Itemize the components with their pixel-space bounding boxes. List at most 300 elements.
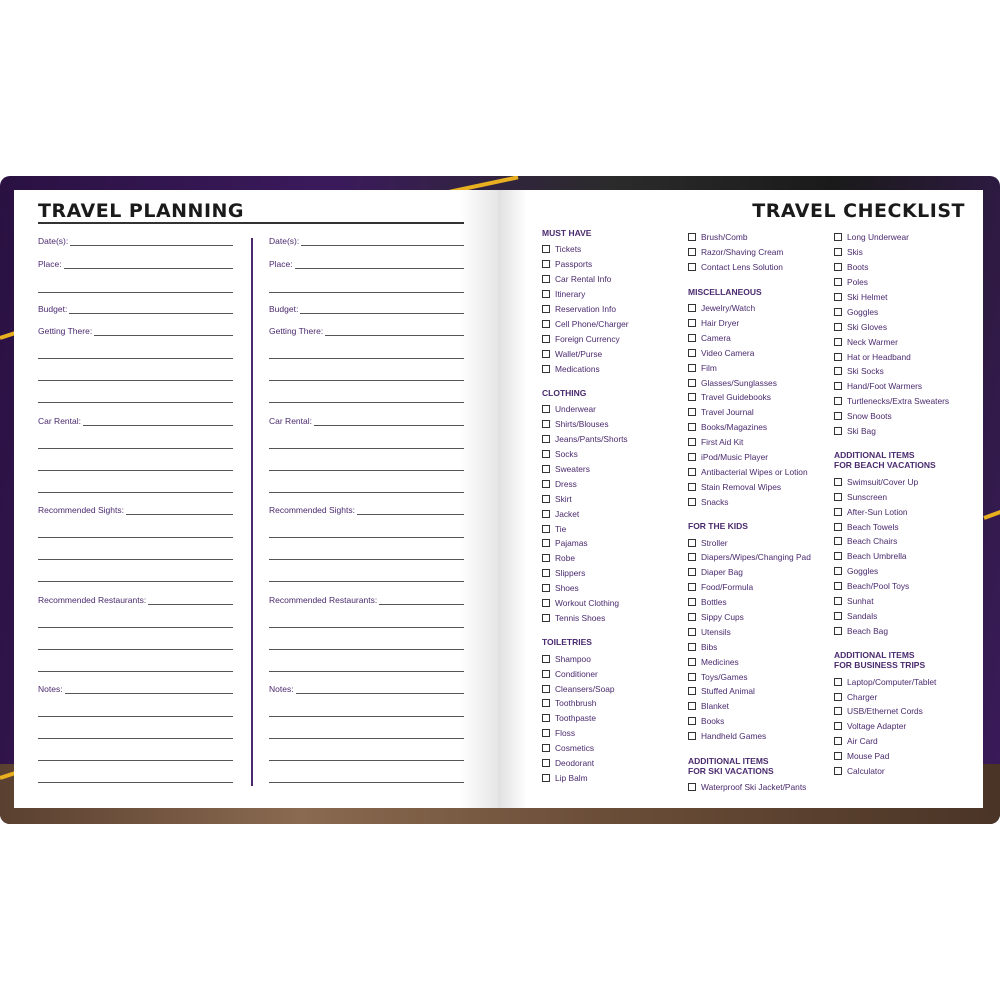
checkbox[interactable] — [542, 525, 550, 533]
checklist-item[interactable] — [542, 402, 629, 417]
planning-field-restaurants[interactable] — [38, 593, 233, 607]
checklist-item[interactable] — [834, 474, 949, 489]
checkbox[interactable] — [688, 248, 696, 256]
checklist-item[interactable] — [688, 580, 811, 595]
checklist-item[interactable] — [834, 689, 949, 704]
checkbox[interactable] — [542, 584, 550, 592]
checkbox[interactable] — [542, 245, 550, 253]
checkbox[interactable] — [834, 767, 842, 775]
write-in-line[interactable] — [38, 380, 233, 381]
checklist-item-label: Beach/Pool Toys — [847, 581, 910, 592]
section-heading: FOR BUSINESS TRIPS — [834, 660, 926, 671]
field-label: Recommended Sights: — [269, 505, 355, 515]
checklist-item[interactable] — [542, 581, 629, 596]
section-heading: MISCELLANEOUS — [688, 286, 762, 297]
write-in-line[interactable] — [38, 627, 233, 628]
checklist-item[interactable] — [542, 756, 629, 771]
checklist-item-label: Jeans/Pants/Shorts — [555, 434, 628, 445]
write-in-line[interactable] — [38, 492, 233, 493]
checklist-item[interactable] — [834, 230, 949, 245]
checkbox[interactable] — [688, 483, 696, 491]
checklist-item-label: Waterproof Ski Jacket/Pants — [701, 782, 807, 793]
write-in-line[interactable] — [38, 671, 233, 672]
planning-field-car-rental[interactable] — [38, 414, 233, 428]
checkbox[interactable] — [688, 539, 696, 547]
checklist-item[interactable] — [688, 714, 811, 729]
checkbox[interactable] — [834, 693, 842, 701]
checklist-item[interactable] — [834, 764, 949, 779]
checkbox[interactable] — [542, 435, 550, 443]
checklist-item-label: Blanket — [701, 701, 729, 712]
checklist-item[interactable] — [834, 564, 949, 579]
checklist-item-label: Tie — [555, 523, 567, 534]
checkbox[interactable] — [542, 420, 550, 428]
checklist-item[interactable] — [542, 506, 629, 521]
planning-field-sights[interactable] — [269, 503, 464, 517]
checklist-item[interactable] — [688, 535, 811, 550]
checkbox[interactable] — [834, 308, 842, 316]
checkbox[interactable] — [688, 568, 696, 576]
checklist-item[interactable] — [542, 417, 629, 432]
checkbox[interactable] — [542, 744, 550, 752]
checkbox[interactable] — [688, 783, 696, 791]
checklist-item[interactable] — [542, 610, 629, 625]
checklist-item-label: Boots — [847, 262, 869, 273]
checklist-item[interactable] — [542, 447, 629, 462]
write-in-line[interactable] — [269, 358, 464, 359]
checkbox[interactable] — [834, 737, 842, 745]
checkbox[interactable] — [834, 678, 842, 686]
checklist-item-label: First Aid Kit — [701, 437, 744, 448]
checkbox[interactable] — [834, 478, 842, 486]
planning-field-budget[interactable] — [38, 302, 233, 316]
checkbox[interactable] — [834, 523, 842, 531]
checkbox[interactable] — [834, 263, 842, 271]
checkbox[interactable] — [834, 367, 842, 375]
checkbox[interactable] — [834, 382, 842, 390]
checkbox[interactable] — [542, 599, 550, 607]
checklist-item-label: Beach Towels — [847, 521, 899, 532]
checklist-item[interactable] — [688, 450, 811, 465]
write-in-line[interactable] — [269, 627, 464, 628]
checklist-item[interactable] — [688, 405, 811, 420]
write-in-line[interactable] — [269, 380, 464, 381]
checklist-item[interactable] — [688, 684, 811, 699]
write-in-line[interactable] — [38, 782, 233, 783]
checklist-item-label: Workout Clothing — [555, 598, 620, 609]
checkbox[interactable] — [688, 702, 696, 710]
checkbox[interactable] — [834, 397, 842, 405]
checklist-item[interactable] — [688, 639, 811, 654]
checklist-item[interactable] — [542, 566, 629, 581]
checklist-item[interactable] — [834, 275, 949, 290]
checklist-item[interactable] — [688, 479, 811, 494]
checkbox[interactable] — [542, 275, 550, 283]
checklist-item[interactable] — [688, 494, 811, 509]
checklist-item-label: Mouse Pad — [847, 751, 890, 762]
checklist-item-label: Beach Chairs — [847, 536, 898, 547]
write-in-line[interactable] — [269, 402, 464, 403]
checkbox[interactable] — [688, 643, 696, 651]
write-in-line[interactable] — [38, 559, 233, 560]
checkbox[interactable] — [834, 612, 842, 620]
checklist-item[interactable] — [688, 345, 811, 360]
checklist-item[interactable] — [542, 741, 629, 756]
write-in-line[interactable] — [269, 470, 464, 471]
section-heading: ADDITIONAL ITEMS — [834, 650, 915, 661]
checklist-item[interactable] — [542, 536, 629, 551]
write-in-line[interactable] — [38, 738, 233, 739]
checkbox[interactable] — [542, 614, 550, 622]
checkbox[interactable] — [542, 290, 550, 298]
checklist-item[interactable] — [834, 349, 949, 364]
checklist-item[interactable] — [688, 420, 811, 435]
checkbox[interactable] — [542, 365, 550, 373]
checklist-item-label: Conditioner — [555, 668, 598, 679]
section-heading: TOILETRIES — [542, 637, 592, 648]
checklist-item-label: Cosmetics — [555, 743, 595, 754]
checkbox[interactable] — [834, 427, 842, 435]
checklist-column-2 — [688, 230, 811, 795]
checklist-item-label: Antibacterial Wipes or Lotion — [701, 466, 808, 477]
checklist-item-label: Hand/Foot Warmers — [847, 381, 923, 392]
checkbox[interactable] — [688, 598, 696, 606]
checklist-item[interactable] — [834, 608, 949, 623]
checklist-item-label: Shampoo — [555, 653, 591, 664]
checklist-item-label: Swimsuit/Cover Up — [847, 476, 919, 487]
write-in-line[interactable] — [269, 760, 464, 761]
checklist-item[interactable] — [688, 624, 811, 639]
checkbox[interactable] — [688, 423, 696, 431]
write-in-line — [38, 268, 233, 269]
checklist-item-label: Neck Warmer — [847, 336, 898, 347]
checkbox[interactable] — [688, 498, 696, 506]
checklist-item[interactable] — [542, 666, 629, 681]
checklist-item[interactable] — [688, 316, 811, 331]
checklist-item[interactable] — [834, 245, 949, 260]
checklist-item-label: Sunhat — [847, 596, 874, 607]
checklist-item[interactable] — [834, 734, 949, 749]
checklist-item[interactable] — [688, 245, 811, 260]
checklist-item-label: Diapers/Wipes/Changing Pad — [701, 552, 811, 563]
checkbox[interactable] — [834, 722, 842, 730]
checkbox[interactable] — [688, 732, 696, 740]
checklist-item[interactable] — [688, 669, 811, 684]
checklist-item[interactable] — [834, 749, 949, 764]
checkbox[interactable] — [688, 673, 696, 681]
checklist-item[interactable] — [688, 301, 811, 316]
checkbox[interactable] — [688, 319, 696, 327]
page-title: TRAVEL CHECKLIST — [752, 200, 965, 222]
checkbox[interactable] — [688, 583, 696, 591]
checklist-item-label: Calculator — [847, 766, 885, 777]
checklist-item[interactable] — [688, 780, 811, 795]
checklist-item[interactable] — [688, 699, 811, 714]
planning-field-dates[interactable] — [38, 234, 233, 248]
checkbox[interactable] — [834, 597, 842, 605]
planning-field-getting-there[interactable] — [269, 324, 464, 338]
checklist-item[interactable] — [542, 521, 629, 536]
checkbox[interactable] — [542, 510, 550, 518]
checklist-item-label: Sunscreen — [847, 491, 888, 502]
checklist-item-label: USB/Ethernet Cords — [847, 706, 923, 717]
checkbox[interactable] — [834, 493, 842, 501]
field-label: Budget: — [269, 304, 299, 314]
write-in-line[interactable] — [269, 782, 464, 783]
checklist-item[interactable] — [688, 360, 811, 375]
checklist-item[interactable] — [542, 331, 629, 346]
checkbox[interactable] — [834, 323, 842, 331]
checkbox[interactable] — [542, 714, 550, 722]
checklist-item[interactable] — [834, 409, 949, 424]
checkbox[interactable] — [834, 293, 842, 301]
checklist-item[interactable] — [542, 476, 629, 491]
write-in-line[interactable] — [269, 581, 464, 582]
checklist-item[interactable] — [542, 651, 629, 666]
checklist-item[interactable] — [688, 435, 811, 450]
checklist-item[interactable] — [542, 432, 629, 447]
write-in-line[interactable] — [38, 402, 233, 403]
checklist-item[interactable] — [688, 230, 811, 245]
planning-field-restaurants[interactable] — [269, 593, 464, 607]
checklist-item-label: Travel Guidebooks — [701, 392, 771, 403]
checkbox[interactable] — [542, 655, 550, 663]
checkbox[interactable] — [542, 699, 550, 707]
checklist-item[interactable] — [542, 462, 629, 477]
checkbox[interactable] — [542, 305, 550, 313]
planning-field-notes[interactable] — [38, 682, 233, 696]
write-in-line[interactable] — [38, 537, 233, 538]
checkbox[interactable] — [542, 759, 550, 767]
checklist-item[interactable] — [688, 654, 811, 669]
checklist-item-label: Sandals — [847, 610, 878, 621]
checkbox[interactable] — [542, 539, 550, 547]
checkbox[interactable] — [834, 582, 842, 590]
checklist-item[interactable] — [688, 330, 811, 345]
checklist-item[interactable] — [834, 579, 949, 594]
field-label: Getting There: — [269, 326, 324, 336]
write-in-line[interactable] — [269, 738, 464, 739]
checklist-item[interactable] — [834, 704, 949, 719]
checkbox[interactable] — [834, 508, 842, 516]
checkbox[interactable] — [834, 567, 842, 575]
write-in-line[interactable] — [269, 716, 464, 717]
checklist-item-label: Itinerary — [555, 289, 586, 300]
checklist-item[interactable] — [542, 711, 629, 726]
checklist-item[interactable] — [542, 726, 629, 741]
checkbox[interactable] — [688, 453, 696, 461]
checkbox[interactable] — [688, 628, 696, 636]
write-in-line[interactable] — [38, 581, 233, 582]
checklist-item[interactable] — [834, 549, 949, 564]
checklist-item-label: Travel Journal — [701, 407, 754, 418]
checklist-item[interactable] — [834, 594, 949, 609]
checklist-item[interactable] — [542, 361, 629, 376]
checklist-item[interactable] — [688, 550, 811, 565]
checkbox[interactable] — [542, 729, 550, 737]
write-in-line[interactable] — [269, 448, 464, 449]
checklist-item[interactable] — [834, 260, 949, 275]
section-gap — [688, 509, 811, 521]
checklist-item[interactable] — [834, 290, 949, 305]
checklist-item[interactable] — [542, 681, 629, 696]
checklist-item[interactable] — [688, 260, 811, 275]
checkbox[interactable] — [542, 554, 550, 562]
section-gap — [688, 744, 811, 756]
checkbox[interactable] — [542, 335, 550, 343]
travel-checklist-page — [498, 190, 983, 808]
checkbox[interactable] — [542, 495, 550, 503]
checklist-item-label: Underwear — [555, 404, 596, 415]
checklist-item[interactable] — [542, 287, 629, 302]
section-gap — [542, 376, 629, 388]
checkbox[interactable] — [834, 233, 842, 241]
checklist-item-label: Contact Lens Solution — [701, 262, 783, 273]
planning-field-budget[interactable] — [269, 302, 464, 316]
checklist-item[interactable] — [834, 489, 949, 504]
checklist-item[interactable] — [542, 551, 629, 566]
planning-field-getting-there[interactable] — [38, 324, 233, 338]
checklist-item[interactable] — [688, 729, 811, 744]
checkbox[interactable] — [542, 480, 550, 488]
checklist-item[interactable] — [542, 302, 629, 317]
checklist-item[interactable] — [688, 375, 811, 390]
checkbox[interactable] — [542, 260, 550, 268]
checklist-item[interactable] — [542, 771, 629, 786]
write-in-line[interactable] — [269, 649, 464, 650]
write-in-line[interactable] — [269, 671, 464, 672]
checklist-item-label: Reservation Info — [555, 304, 616, 314]
section-gap — [834, 438, 949, 450]
checkbox[interactable] — [542, 774, 550, 782]
checklist-item[interactable] — [834, 364, 949, 379]
checkbox[interactable] — [688, 658, 696, 666]
checkbox[interactable] — [688, 379, 696, 387]
planning-field-dates[interactable] — [269, 234, 464, 248]
field-label: Recommended Restaurants: — [38, 595, 147, 605]
checkbox[interactable] — [834, 552, 842, 560]
write-in-line[interactable] — [38, 358, 233, 359]
checklist-item[interactable] — [542, 272, 629, 287]
checkbox[interactable] — [688, 349, 696, 357]
checklist-item[interactable] — [834, 623, 949, 638]
checklist-item[interactable] — [688, 565, 811, 580]
checklist-item[interactable] — [542, 491, 629, 506]
checkbox[interactable] — [688, 687, 696, 695]
section-heading: FOR THE KIDS — [688, 521, 748, 532]
checkbox[interactable] — [834, 353, 842, 361]
checkbox[interactable] — [688, 233, 696, 241]
checkbox[interactable] — [834, 537, 842, 545]
checklist-item[interactable] — [834, 504, 949, 519]
checklist-item[interactable] — [834, 394, 949, 409]
write-in-line[interactable] — [38, 760, 233, 761]
checkbox[interactable] — [542, 569, 550, 577]
checklist-item[interactable] — [542, 346, 629, 361]
checkbox[interactable] — [834, 707, 842, 715]
checklist-item[interactable] — [542, 596, 629, 611]
checkbox[interactable] — [542, 670, 550, 678]
write-in-line[interactable] — [269, 492, 464, 493]
checkbox[interactable] — [834, 248, 842, 256]
checkbox[interactable] — [688, 393, 696, 401]
checkbox[interactable] — [834, 752, 842, 760]
checklist-item[interactable] — [688, 390, 811, 405]
checkbox[interactable] — [542, 405, 550, 413]
checklist-column-1 — [542, 228, 629, 785]
checklist-item[interactable] — [834, 319, 949, 334]
checklist-item[interactable] — [834, 334, 949, 349]
checklist-item[interactable] — [542, 242, 629, 257]
checkbox[interactable] — [688, 408, 696, 416]
checklist-item-label: Wallet/Purse — [555, 348, 603, 359]
planning-field-place[interactable] — [38, 257, 233, 271]
write-in-line[interactable] — [38, 649, 233, 650]
checklist-item[interactable] — [542, 696, 629, 711]
planning-field-notes[interactable] — [269, 682, 464, 696]
write-in-line[interactable] — [38, 470, 233, 471]
checklist-item[interactable] — [834, 424, 949, 439]
checklist-item-label: Long Underwear — [847, 232, 909, 243]
checkbox[interactable] — [542, 350, 550, 358]
checkbox[interactable] — [688, 334, 696, 342]
checkbox[interactable] — [688, 613, 696, 621]
checklist-item[interactable] — [834, 519, 949, 534]
checkbox[interactable] — [688, 717, 696, 725]
checkbox[interactable] — [542, 320, 550, 328]
checkbox[interactable] — [542, 685, 550, 693]
checkbox[interactable] — [834, 627, 842, 635]
planning-field-car-rental[interactable] — [269, 414, 464, 428]
write-in-line[interactable] — [38, 292, 233, 293]
checklist-item[interactable] — [542, 257, 629, 272]
cover-stripe — [983, 509, 1000, 520]
checkbox[interactable] — [688, 553, 696, 561]
checklist-item[interactable] — [834, 379, 949, 394]
checklist-item-label: Snacks — [701, 496, 729, 507]
checklist-item-label: Passports — [555, 259, 593, 270]
checklist-item[interactable] — [834, 674, 949, 689]
checkbox[interactable] — [688, 364, 696, 372]
write-in-line[interactable] — [38, 716, 233, 717]
checklist-item-label: Sippy Cups — [701, 612, 744, 623]
checkbox[interactable] — [542, 450, 550, 458]
checkbox[interactable] — [834, 278, 842, 286]
planning-field-sights[interactable] — [38, 503, 233, 517]
write-in-line[interactable] — [269, 537, 464, 538]
checkbox[interactable] — [688, 304, 696, 312]
checkbox[interactable] — [688, 468, 696, 476]
checkbox[interactable] — [834, 338, 842, 346]
write-in-line[interactable] — [269, 292, 464, 293]
checklist-item[interactable] — [834, 534, 949, 549]
write-in-line[interactable] — [269, 559, 464, 560]
checklist-item[interactable] — [834, 719, 949, 734]
checklist-item[interactable] — [834, 304, 949, 319]
checkbox[interactable] — [834, 412, 842, 420]
page-title: TRAVEL PLANNING — [38, 200, 245, 222]
checkbox[interactable] — [542, 465, 550, 473]
checklist-item-label: Charger — [847, 691, 878, 702]
checkbox[interactable] — [688, 263, 696, 271]
checklist-item[interactable] — [688, 464, 811, 479]
checklist-item[interactable] — [688, 610, 811, 625]
write-in-line[interactable] — [38, 448, 233, 449]
planning-field-place[interactable] — [269, 257, 464, 271]
checkbox[interactable] — [688, 438, 696, 446]
checklist-item[interactable] — [688, 595, 811, 610]
checklist-item[interactable] — [542, 316, 629, 331]
